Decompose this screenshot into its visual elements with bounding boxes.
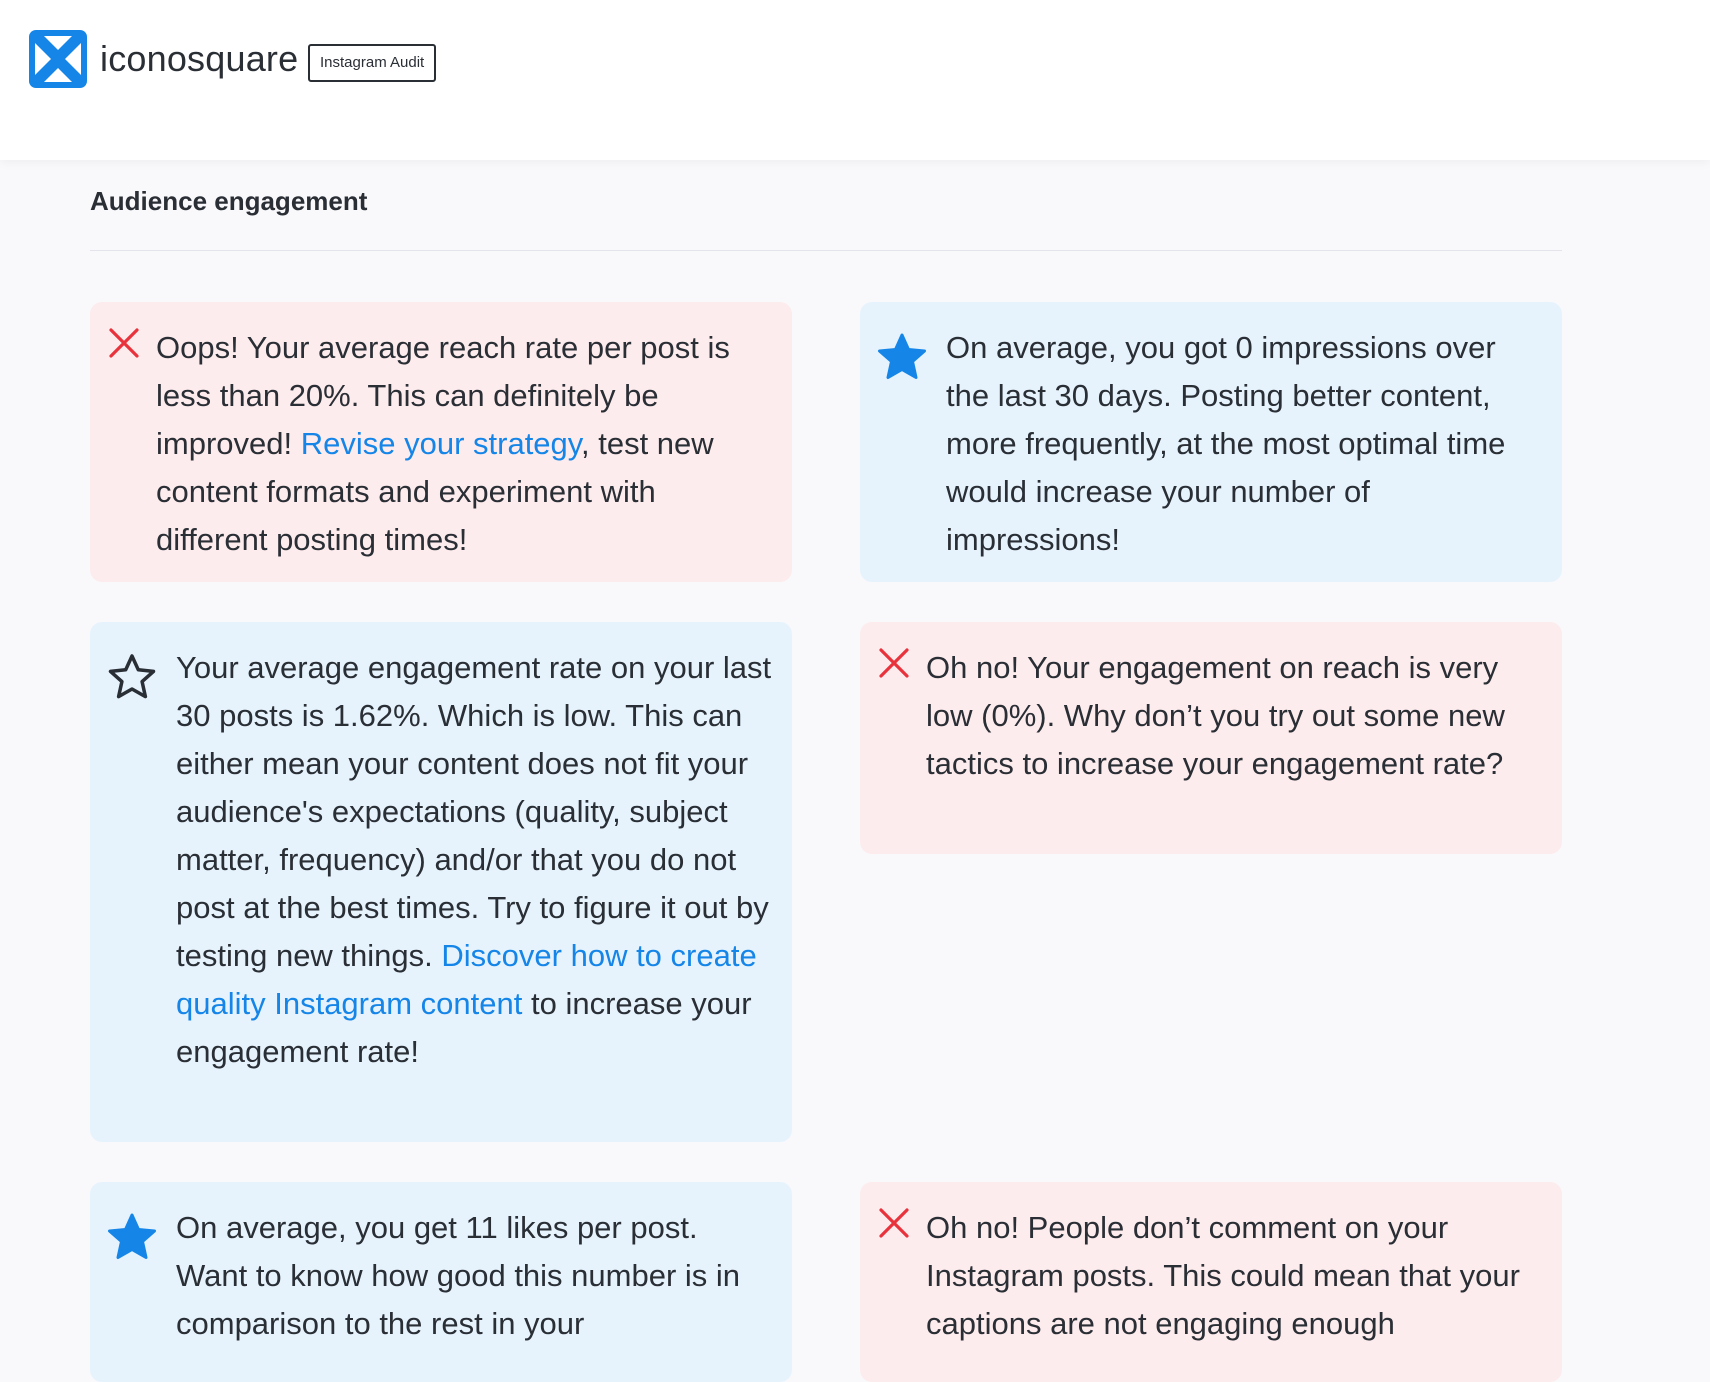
section-divider	[90, 250, 1562, 251]
brand-name: iconosquare	[100, 38, 299, 79]
iconosquare-logo-icon[interactable]	[29, 30, 87, 88]
engagement-on-reach-message: Oh no! Your engagement on reach is very low (0%). Why don’t you try out some new tactics to increase your engagement rate?	[926, 650, 1505, 781]
impressions-message: On average, you got 0 impressions over the last 30 days. Posting better content, more frequently, at the most optimal time would increase your number of impressions!	[946, 330, 1506, 557]
engagement-rate-card	[90, 622, 792, 1142]
x-icon	[878, 1207, 910, 1239]
revise-strategy-link[interactable]: Revise your strategy	[300, 426, 581, 461]
section-title: Audience engagement	[90, 186, 368, 216]
reach-rate-text-end: , test new content formats and experiment with different posting times!	[156, 426, 714, 557]
star-outline-icon	[106, 652, 158, 702]
star-filled-icon	[106, 1212, 158, 1262]
engagement-rate-text: Your average engagement rate on your last 30 posts is 1.62%. Which is low. This can either mean your content does not fit your audience's expectations (quality, subject matter, frequency) and/or that you do not post at the best times. Try to figure it out by testing new things.	[176, 650, 772, 973]
quality-content-link[interactable]: Discover how to create quality Instagram content	[176, 938, 757, 1021]
impressions-card	[860, 302, 1562, 582]
engagement-rate-text-end: to increase your engagement rate!	[176, 986, 752, 1069]
reach-rate-message	[156, 324, 770, 564]
engagement-rate-message	[176, 644, 776, 1076]
likes-card	[90, 1182, 792, 1382]
reach-rate-text: Oops! Your average reach rate per post is less than 20%. This can definitely be improved!	[156, 330, 730, 461]
instagram-audit-badge: Instagram Audit	[308, 44, 436, 82]
engagement-on-reach-card	[860, 622, 1562, 854]
reach-rate-card	[90, 302, 792, 582]
top-bar	[0, 0, 1710, 160]
likes-message: On average, you get 11 likes per post. Want to know how good this number is in comparison to the rest in your	[176, 1210, 741, 1341]
comments-card	[860, 1182, 1562, 1382]
x-icon	[878, 647, 910, 679]
x-icon	[108, 327, 140, 359]
star-filled-icon	[876, 332, 928, 382]
comments-message: Oh no! People don’t comment on your Instagram posts. This could mean that your captions are not engaging enough	[926, 1210, 1520, 1341]
